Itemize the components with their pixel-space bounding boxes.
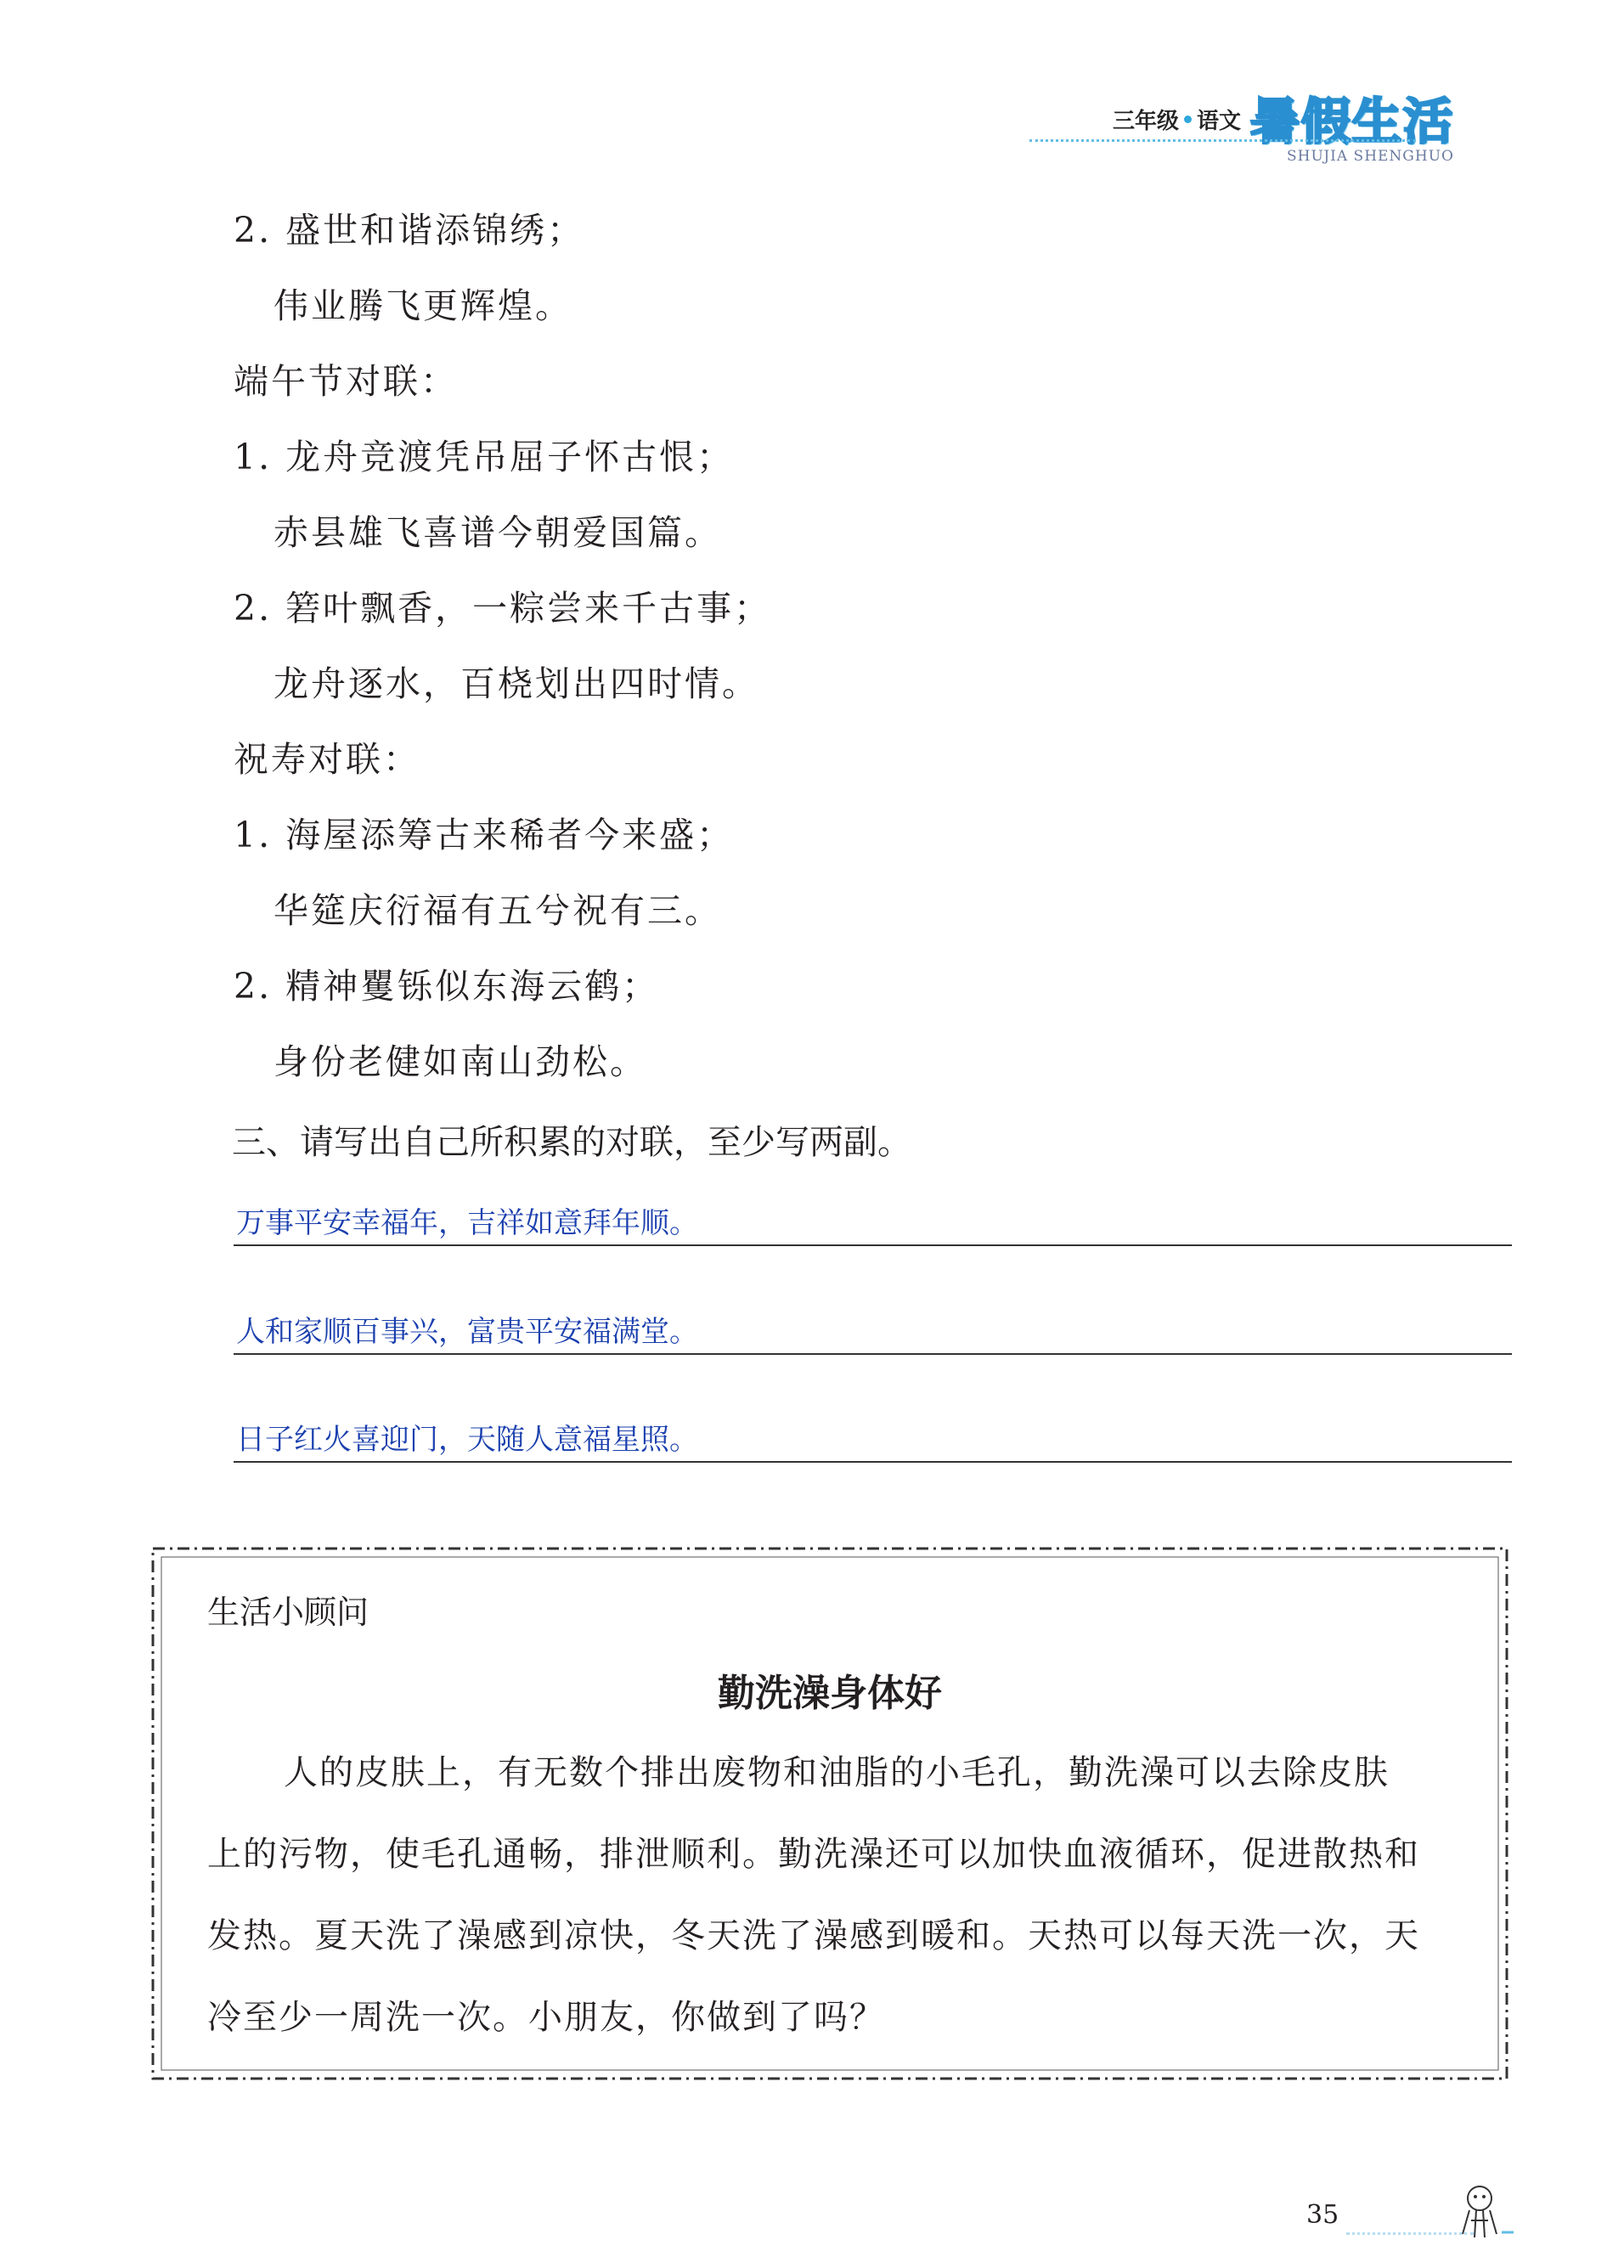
couplet-line: 赤县雄飞喜谱今朝爱国篇。 (273, 512, 722, 553)
page-header (1028, 73, 1537, 166)
question-heading: 三、请写出自己所积累的对联，至少写两副。 (232, 1123, 911, 1162)
answer-rule (234, 1353, 1512, 1355)
brand-subtitle: SHUJIA SHENGHUO (1287, 148, 1454, 165)
cartoon-figure-icon (1451, 2181, 1519, 2241)
couplet-line: 1. 海屋添筹古来稀者今来盛； (234, 815, 735, 855)
answer-line: 人和家顺百事兴，富贵平安福满堂。 (236, 1315, 698, 1349)
grade-label: 三年级 (1113, 109, 1180, 134)
section-label: 祝寿对联： (234, 739, 420, 780)
subject-label: 语文 (1197, 109, 1242, 134)
couplet-line: 龙舟逐水，百桡划出四时情。 (273, 663, 759, 704)
header-dotted-divider (1029, 139, 1416, 142)
couplet-line: 身份老健如南山劲松。 (273, 1041, 647, 1082)
article-line: 发热。夏天洗了澡感到凉快，冬天洗了澡感到暖和。天热可以每天洗一次，天 (207, 1916, 1420, 1955)
article-line: 人的皮肤上，有无数个排出废物和油脂的小毛孔，勤洗澡可以去除皮肤 (284, 1753, 1390, 1792)
answer-line: 日子红火喜迎门，天随人意福星照。 (236, 1423, 698, 1457)
couplet-line: 伟业腾飞更辉煌。 (273, 285, 572, 326)
grade-subject-label (1113, 104, 1241, 135)
article-heading: 勤洗澡身体好 (718, 1672, 942, 1715)
bullet-dot-icon (1184, 116, 1192, 123)
box-title: 生活小顾问 (207, 1594, 369, 1631)
page-number: 35 (1306, 2200, 1339, 2230)
couplet-line: 1. 龙舟竞渡凭吊屈子怀古恨； (234, 437, 735, 477)
article-line: 冷至少一周洗一次。小朋友，你做到了吗？ (207, 1998, 885, 2037)
brand-logo: 暑假生活 (1250, 93, 1455, 150)
answer-rule (234, 1461, 1512, 1463)
life-advisor-box (146, 1542, 1514, 2085)
article-line: 上的污物，使毛孔通畅，排泄顺利。勤洗澡还可以加快血液循环，促进散热和 (207, 1835, 1420, 1874)
answer-line: 万事平安幸福年，吉祥如意拜年顺。 (236, 1206, 698, 1240)
couplet-line: 华筵庆衍福有五兮祝有三。 (273, 890, 722, 931)
couplet-line: 2. 精神矍铄似东海云鹤； (234, 966, 660, 1007)
couplet-line: 2. 盛世和谐添锦绣； (234, 210, 585, 251)
couplet-line: 2. 箬叶飘香，一粽尝来千古事； (234, 588, 772, 629)
section-label: 端午节对联： (234, 361, 458, 402)
answer-rule (234, 1244, 1512, 1246)
